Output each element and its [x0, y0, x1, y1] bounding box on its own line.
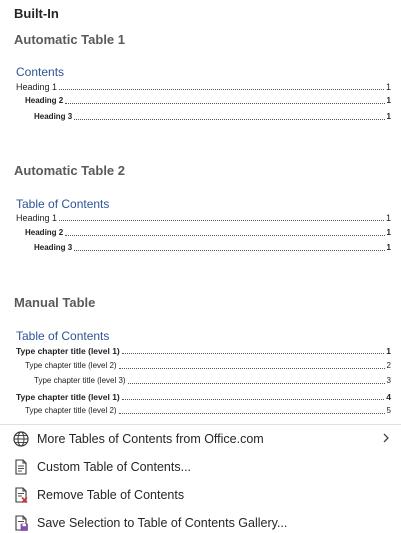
toc-entry	[16, 213, 391, 223]
toc-entry	[16, 392, 391, 402]
toc-entry-label: Heading 2	[25, 228, 64, 237]
automatic-table-1-option[interactable]	[0, 62, 401, 130]
toc-entry-label: Heading 1	[16, 82, 58, 92]
automatic-table-2-title: Automatic Table 2	[14, 163, 126, 178]
toc-entry	[34, 112, 391, 122]
toc-entry	[25, 96, 391, 106]
section-title-built-in: Built-In	[14, 6, 59, 21]
toc-entry-page: 2	[386, 361, 391, 370]
manual-table-option[interactable]	[0, 326, 401, 424]
toc-entry-label: Type chapter title (level 2)	[25, 406, 117, 415]
more-tables-label: More Tables of Contents from Office.com	[37, 432, 264, 446]
manual-table-title: Manual Table	[14, 295, 96, 310]
document-icon	[12, 458, 30, 476]
toc-preview-heading: Contents	[16, 65, 65, 79]
toc-entry-label: Type chapter title (level 1)	[16, 346, 120, 356]
toc-entry-page: 1	[386, 243, 391, 252]
toc-entry-label: Type chapter title (level 1)	[16, 392, 120, 402]
globe-icon	[12, 430, 30, 448]
toc-entry-page: 1	[386, 228, 391, 237]
document-save-icon	[12, 514, 30, 532]
toc-entry	[25, 406, 391, 416]
custom-toc-label: Custom Table of Contents...	[37, 460, 192, 474]
remove-toc-label: Remove Table of Contents	[37, 488, 185, 502]
automatic-table-2-option[interactable]	[0, 194, 401, 262]
toc-entry-page: 1	[386, 96, 391, 105]
toc-entry-label: Type chapter title (level 3)	[34, 376, 126, 385]
toc-entry	[34, 376, 391, 386]
toc-entry	[25, 228, 391, 238]
chevron-right-icon	[381, 431, 391, 445]
save-selection-label: Save Selection to Table of Contents Gallery...	[37, 516, 288, 530]
toc-entry-page: 5	[386, 406, 391, 415]
toc-entry-label: Heading 3	[34, 243, 73, 252]
toc-entry-page: 3	[386, 376, 391, 385]
toc-preview-heading: Table of Contents	[16, 197, 110, 211]
toc-entry-page: 1	[386, 112, 391, 121]
toc-entry-label: Heading 2	[25, 96, 64, 105]
save-selection-menu-item[interactable]	[0, 509, 401, 533]
toc-preview-heading: Table of Contents	[16, 329, 110, 343]
toc-entry	[16, 82, 391, 92]
toc-entry-label: Heading 1	[16, 213, 58, 223]
document-remove-icon	[12, 486, 30, 504]
more-tables-menu-item[interactable]	[0, 425, 401, 453]
toc-entry	[16, 346, 391, 356]
toc-entry	[25, 361, 391, 371]
automatic-table-1-title: Automatic Table 1	[14, 32, 126, 47]
remove-toc-menu-item[interactable]	[0, 481, 401, 509]
toc-entry-page: 4	[386, 392, 391, 402]
toc-entry	[34, 243, 391, 253]
toc-entry-page: 1	[385, 213, 391, 223]
toc-entry-page: 1	[386, 346, 391, 356]
toc-entry-label: Type chapter title (level 2)	[25, 361, 117, 370]
toc-entry-page: 1	[385, 82, 391, 92]
custom-toc-menu-item[interactable]	[0, 453, 401, 481]
toc-entry-label: Heading 3	[34, 112, 73, 121]
